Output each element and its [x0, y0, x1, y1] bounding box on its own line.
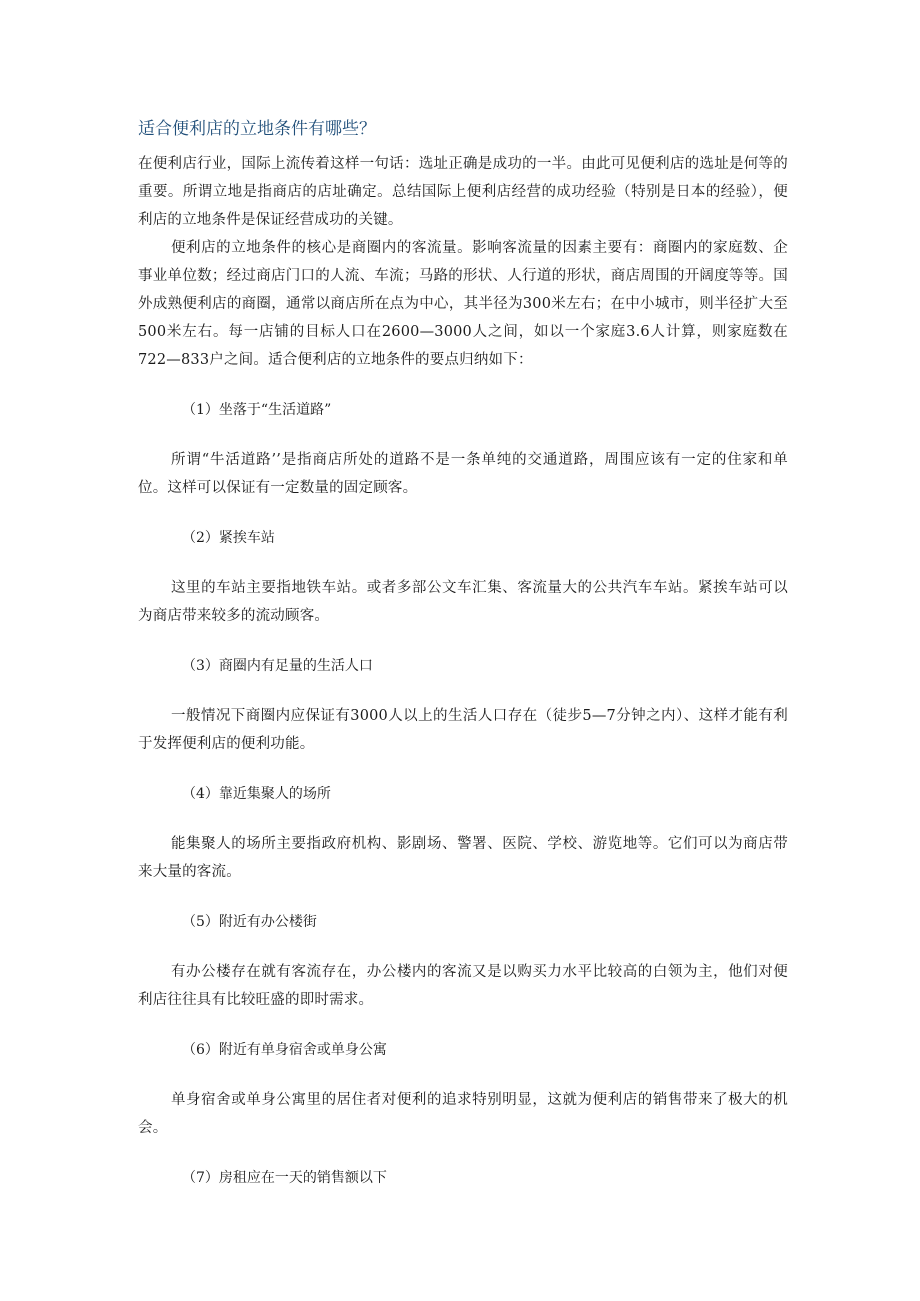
section-heading-1: （1）坐落于“生活道路” [182, 402, 332, 418]
section-heading-4: （4）靠近集聚人的场所 [182, 786, 331, 802]
section-body-1: 所谓“牛活道路’’是指商店所处的道路不是一条单纯的交通道路，周围应该有一定的住家和单位。这样可以保证有一定数量的固定顾客。 [138, 452, 788, 496]
section-body-6: 单身宿舍或单身公寓里的居住者对便利的追求特别明显，这就为便利店的销售带来了极大的机会。 [138, 1092, 788, 1136]
intro-paragraph-2: 便利店的立地条件的核心是商圈内的客流量。影响客流量的因素主要有：商圈内的家庭数、企事业单位数；经过商店门口的人流、车流；马路的形状、人行道的形状，商店周围的开阔度等等。国外成熟便利店的商圈，通常以商店所在点为中心，其半径为300米左右；在中小城市，则半径扩大至500米左右。每一店铺的目标人口在2600—3000人之间，如以一个家庭3.6人计算，则家庭数在722—833户之间。适合便利店的立地条件的要点归纳如下： [138, 240, 788, 368]
section-heading-2: （2）紧挨车站 [182, 530, 275, 546]
section-body-2: 这里的车站主要指地铁车站。或者多部公文车汇集、客流量大的公共汽车车站。紧挨车站可以为商店带来较多的流动顾客。 [138, 580, 788, 624]
document-page [138, 114, 788, 1214]
section-heading-5: （5）附近有办公楼街 [182, 914, 317, 930]
section-body-5: 有办公楼存在就有客流存在，办公楼内的客流又是以购买力水平比较高的白领为主，他们对便利店往往具有比较旺盛的即时需求。 [138, 964, 788, 1008]
section-heading-3: （3）商圈内有足量的生活人口 [182, 658, 373, 674]
document-title: 适合便利店的立地条件有哪些？ [138, 119, 376, 139]
section-heading-7: （7）房租应在一天的销售额以下 [182, 1170, 387, 1186]
section-heading-6: （6）附近有单身宿舍或单身公寓 [182, 1042, 387, 1058]
section-body-4: 能集聚人的场所主要指政府机构、影剧场、警署、医院、学校、游览地等。它们可以为商店带来大量的客流。 [138, 836, 788, 880]
intro-paragraph-1: 在便利店行业，国际上流传着这样一句话：选址正确是成功的一半。由此可见便利店的选址是何等的重要。所谓立地是指商店的店址确定。总结国际上便利店经营的成功经验（特别是日本的经验），便利店的立地条件是保证经营成功的关键。 [138, 156, 788, 228]
section-body-3: 一般情况下商圈内应保证有3000人以上的生活人口存在（徒步5—7分钟之内）、这样才能有利于发挥便利店的便利功能。 [138, 708, 788, 752]
